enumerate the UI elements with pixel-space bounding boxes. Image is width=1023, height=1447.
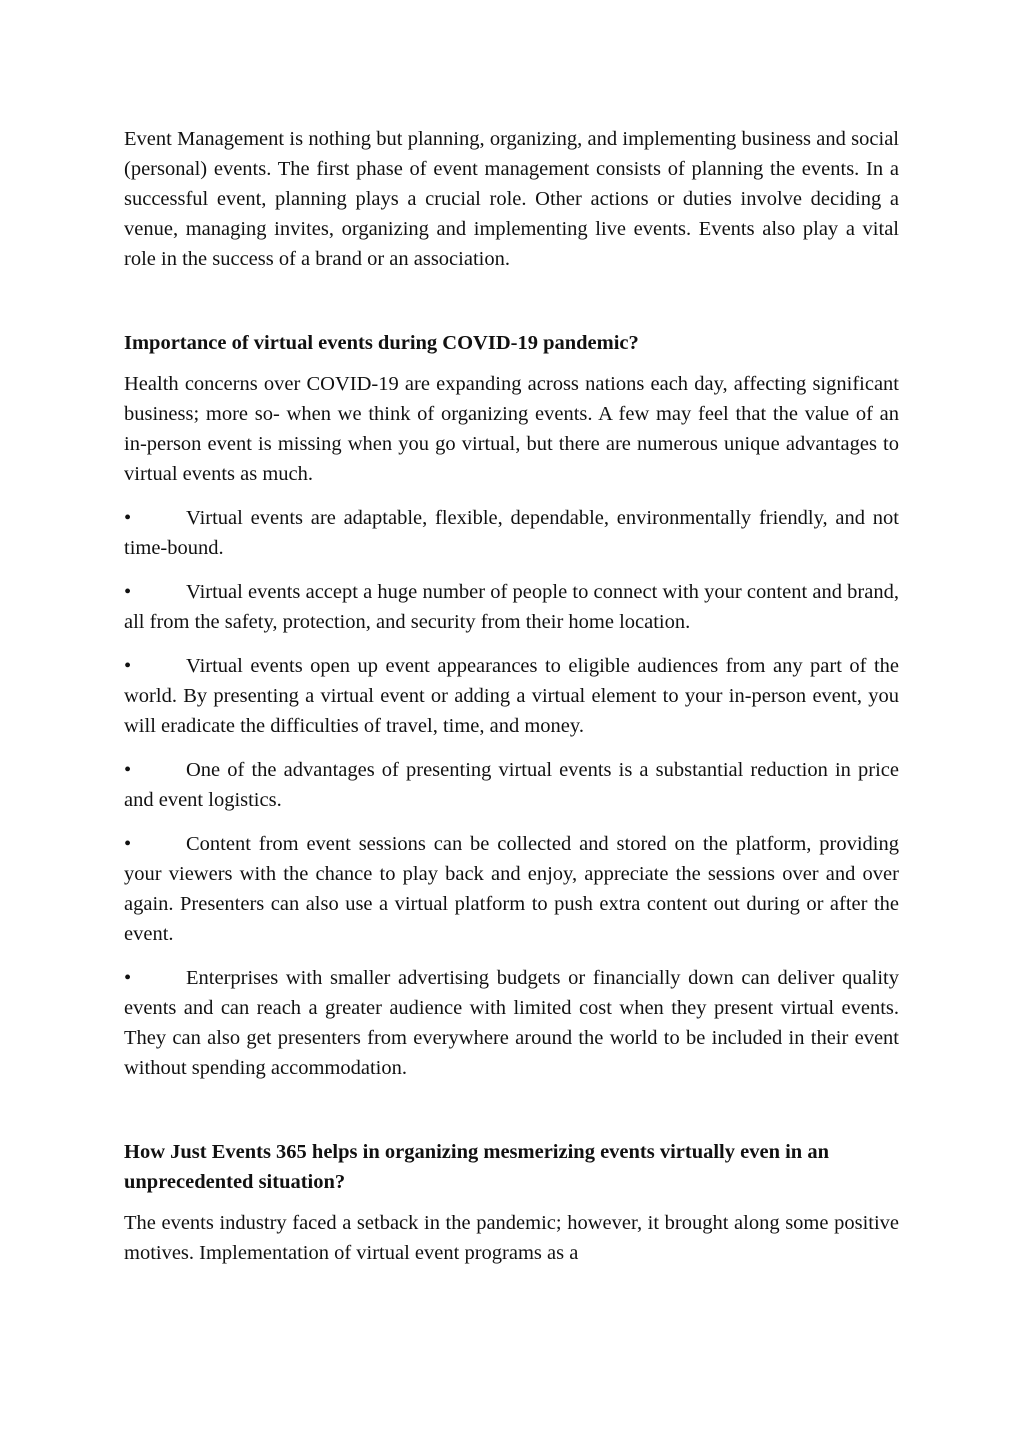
bullet-item bbox=[124, 755, 899, 815]
document-page bbox=[124, 124, 899, 1268]
bullet-item bbox=[124, 651, 899, 741]
bullet-text: Content from event sessions can be collected and stored on the platform, providing your viewers with the chance to play back and enjoy, appreciate the sessions over and over again. Presenters can also use a virtual platform to push extra content out during or after the event. bbox=[124, 833, 899, 945]
bullet-text: One of the advantages of presenting virtual events is a substantial reduction in price and event logistics. bbox=[124, 759, 899, 811]
bullet-item bbox=[124, 577, 899, 637]
section-paragraph-importance: Health concerns over COVID-19 are expanding across nations each day, affecting significant business; more so- when we think of organizing events. A few may feel that the value of an in-person event is missing when you go virtual, but there are numerous unique advantages to virtual events as much. bbox=[124, 373, 899, 485]
bullet-symbol: • bbox=[124, 833, 132, 855]
bullet-text: Virtual events are adaptable, flexible, dependable, environmentally friendly, and not time-bound. bbox=[124, 507, 899, 559]
bullet-text: Virtual events accept a huge number of people to connect with your content and brand, all from the safety, protection, and security from their home location. bbox=[124, 581, 899, 633]
intro-paragraph: Event Management is nothing but planning, organizing, and implementing business and social (personal) events. The first phase of event management consists of planning the events. In a successful event, planning plays a crucial role. Other actions or duties involve deciding a venue, managing invites, organizing and implementing live events. Events also play a vital role in the success of a brand or an association. bbox=[124, 128, 899, 270]
bullet-symbol: • bbox=[124, 655, 132, 677]
section-heading-importance: Importance of virtual events during COVID-19 pandemic? bbox=[124, 332, 639, 354]
bullet-symbol: • bbox=[124, 581, 132, 603]
bullet-symbol: • bbox=[124, 967, 132, 989]
bullet-symbol: • bbox=[124, 759, 132, 781]
section-heading-just-events: How Just Events 365 helps in organizing mesmerizing events virtually even in an unprecedented situation? bbox=[124, 1141, 829, 1193]
bullet-symbol: • bbox=[124, 507, 132, 529]
bullet-item bbox=[124, 503, 899, 563]
bullet-text: Virtual events open up event appearances to eligible audiences from any part of the world. By presenting a virtual event or adding a virtual element to your in-person event, you will eradicate the difficulties of travel, time, and money. bbox=[124, 655, 899, 737]
bullet-item bbox=[124, 963, 899, 1083]
bullet-item bbox=[124, 829, 899, 949]
bullet-text: Enterprises with smaller advertising budgets or financially down can deliver quality events and can reach a greater audience with limited cost when they present virtual events. They can also get presenters from everywhere around the world to be included in their event without spending accommodation. bbox=[124, 967, 899, 1079]
section-paragraph-just-events: The events industry faced a setback in the pandemic; however, it brought along some positive motives. Implementation of virtual event programs as a bbox=[124, 1212, 899, 1264]
